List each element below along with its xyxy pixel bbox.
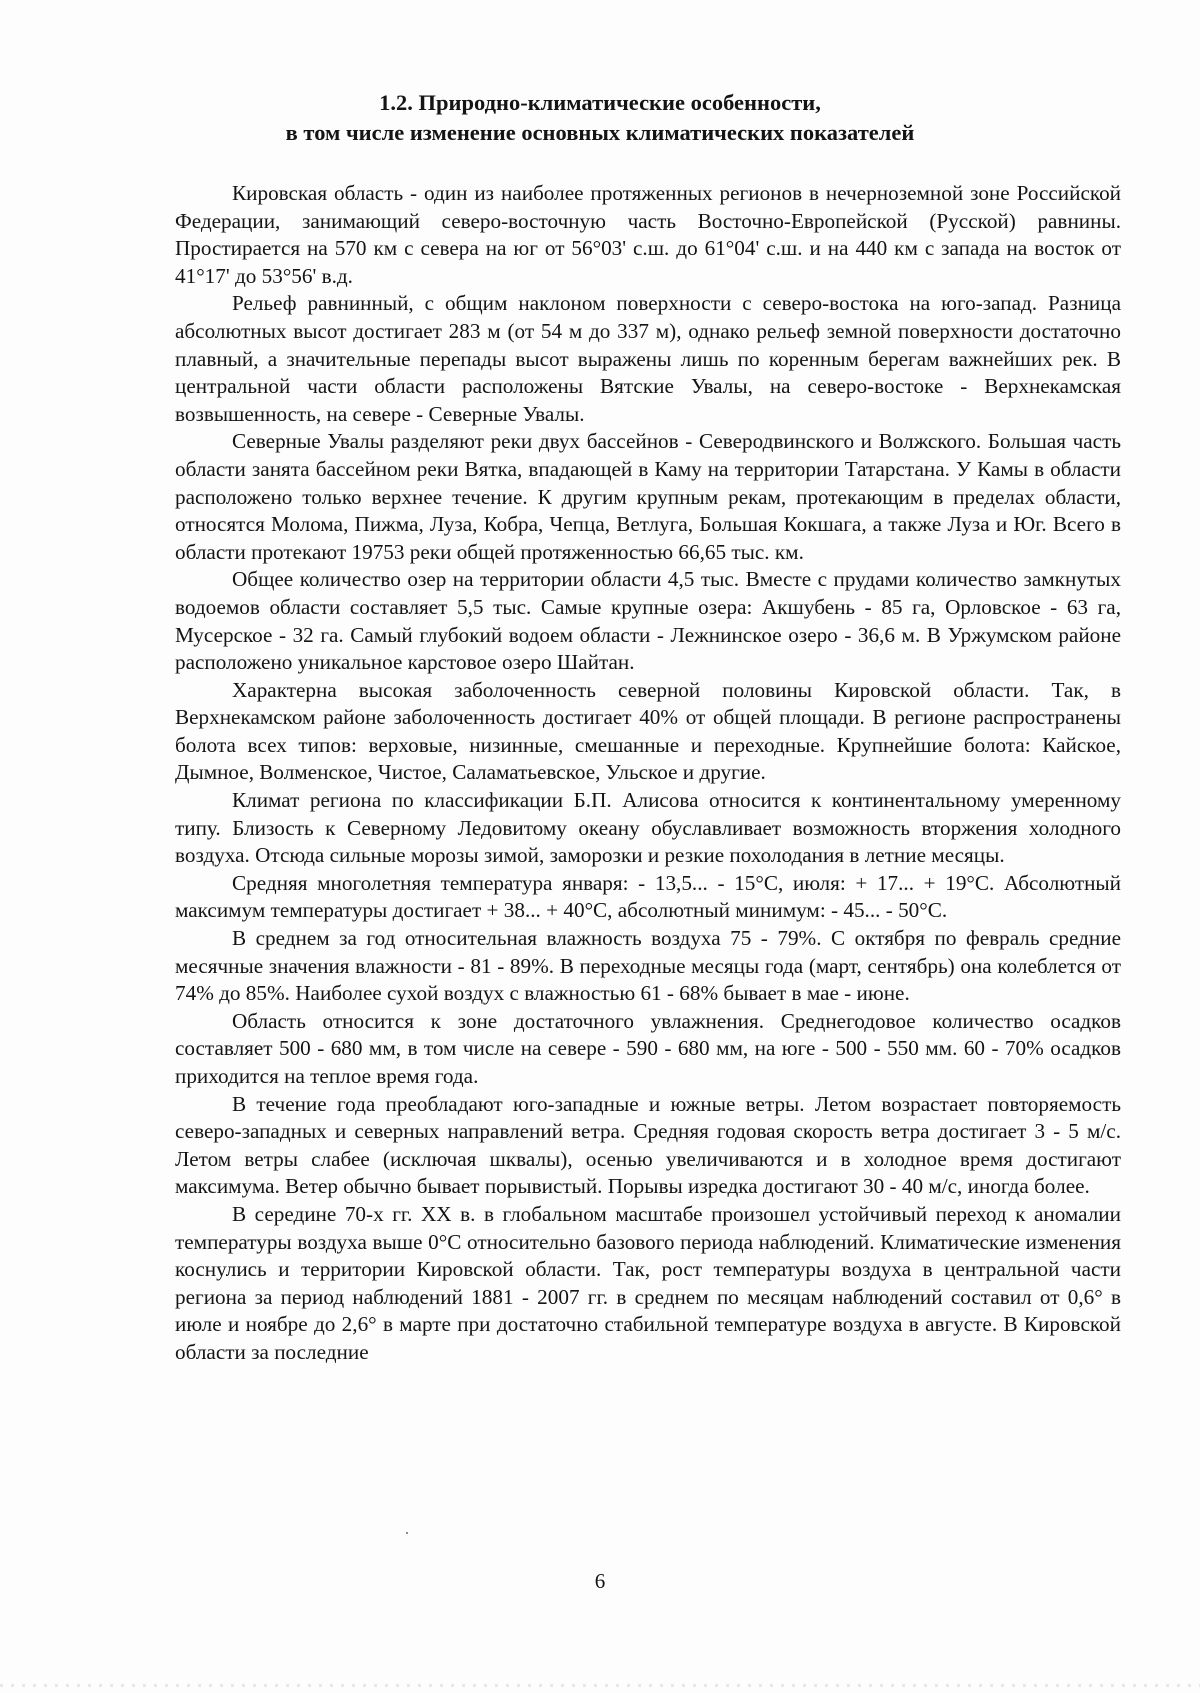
paragraph-humidity: В среднем за год относительная влажность воздуха 75 - 79%. С октября по февраль средние месячные значения влажности - 81 - 89%. В переходные месяцы года (март, сентябрь) она колеблется от 74% до 85%. Наиболее сухой воздух с влажностью 61 - 68% бывает в мае - июне. — [175, 926, 1121, 1006]
paragraph-lakes: Общее количество озер на территории области 4,5 тыс. Вместе с прудами количество замкнутых водоемов области составляет 5,5 тыс. Самые крупные озера: Акшубень - 85 га, Орловское - 63 га, Мусерское - 32 га. Самый глубокий водоем области - Лежнинское озеро - 36,6 м. В Уржумском районе расположено уникальное карстовое озеро Шайтан. — [175, 567, 1121, 675]
body-text — [175, 180, 1121, 1367]
paragraph-climate-change: В середине 70-х гг. XX в. в глобальном масштабе произошел устойчивый переход к аномалии температуры воздуха выше 0°С относительно базового периода наблюдений. Климатические изменения коснулись и территории Кировской области. Так, рост температуры воздуха в центральной части региона за период наблюдений 1881 - 2007 гг. в среднем по месяцам наблюдений составил от 0,6° в июле и ноябре до 2,6° в марте при достаточно стабильной температуре воздуха в августе. В Кировской области за последние — [175, 1201, 1121, 1364]
paragraph-rivers: Северные Увалы разделяют реки двух бассейнов - Северодвинского и Волжского. Большая часть области занята бассейном реки Вятка, впадающей в Каму на территории Татарстана. У Камы в области расположено только верхнее течение. К другим крупным рекам, протекающим в пределах области, относятся Молома, Пижма, Луза, Кобра, Чепца, Ветлуга, Большая Кокшага, а также Луза и Юг. Всего в области протекают 19753 реки общей протяженностью 66,65 тыс. км. — [175, 429, 1121, 564]
paragraph-climate-type: Климат региона по классификации Б.П. Алисова относится к континентальному умеренному типу. Близость к Северному Ледовитому океану обуславливает возможность вторжения холодного воздуха. Отсюда сильные морозы зимой, заморозки и резкие похолодания в летние месяцы. — [175, 788, 1121, 868]
scan-speck — [406, 1532, 408, 1534]
paragraph-swamps: Характерна высокая заболоченность северной половины Кировской области. Так, в Верхнекамском районе заболоченность достигает 40% от общей площади. В регионе распространены болота всех типов: верховые, низинные, смешанные и переходные. Крупнейшие болота: Кайское, Дымное, Волменское, Чистое, Саламатьевское, Ульское и другие. — [175, 677, 1121, 785]
paragraph-geography: Кировская область - один из наиболее протяженных регионов в нечерноземной зоне Российской Федерации, занимающий северо-восточную часть Восточно-Европейской (Русской) равнины. Простирается на 570 км с севера на юг от 56°03' с.ш. до 61°04' с.ш. и на 440 км с запада на восток от 41°17' до 53°56' в.д. — [175, 181, 1121, 288]
paragraph-wind: В течение года преобладают юго-западные и южные ветры. Летом возрастает повторяемость северо-западных и северных направлений ветра. Средняя годовая скорость ветра достигает 3 - 5 м/с. Летом ветры слабее (исключая шквалы), осенью увеличиваются и в холодное время достигают максимума. Ветер обычно бывает порывистый. Порывы изредка достигают 30 - 40 м/с, иногда более. — [175, 1091, 1121, 1199]
section-heading — [0, 88, 1200, 148]
paragraph-precipitation: Область относится к зоне достаточного увлажнения. Среднегодовое количество осадков составляет 500 - 680 мм, в том числе на севере - 590 - 680 мм, на юге - 500 - 550 мм. 60 - 70% осадков приходится на теплое время года. — [175, 1008, 1121, 1088]
paragraph-relief: Рельеф равнинный, с общим наклоном поверхности с северо-востока на юго-запад. Разница абсолютных высот достигает 283 м (от 54 м до 337 м), однако рельеф земной поверхности достаточно плавный, а значительные перепады высот выражены лишь по коренным берегам важнейших рек. В центральной части области расположены Вятские Увалы, на северо-востоке - Верхнекамская возвышенность, на севере - Северные Увалы. — [175, 291, 1121, 426]
page-number: 6 — [594, 1569, 606, 1593]
section-heading-line-1: 1.2. Природно-климатические особенности, — [379, 90, 821, 115]
scan-edge-noise — [0, 1684, 1200, 1687]
paragraph-temperature: Средняя многолетняя температура января: - 13,5... - 15°С, июля: + 17... + 19°С. Абсолютный максимум температуры достигает + 38... + 40°С, абсолютный минимум: - 45... - 50°С. — [175, 870, 1121, 923]
section-heading-line-2: в том числе изменение основных климатических показателей — [285, 120, 915, 145]
